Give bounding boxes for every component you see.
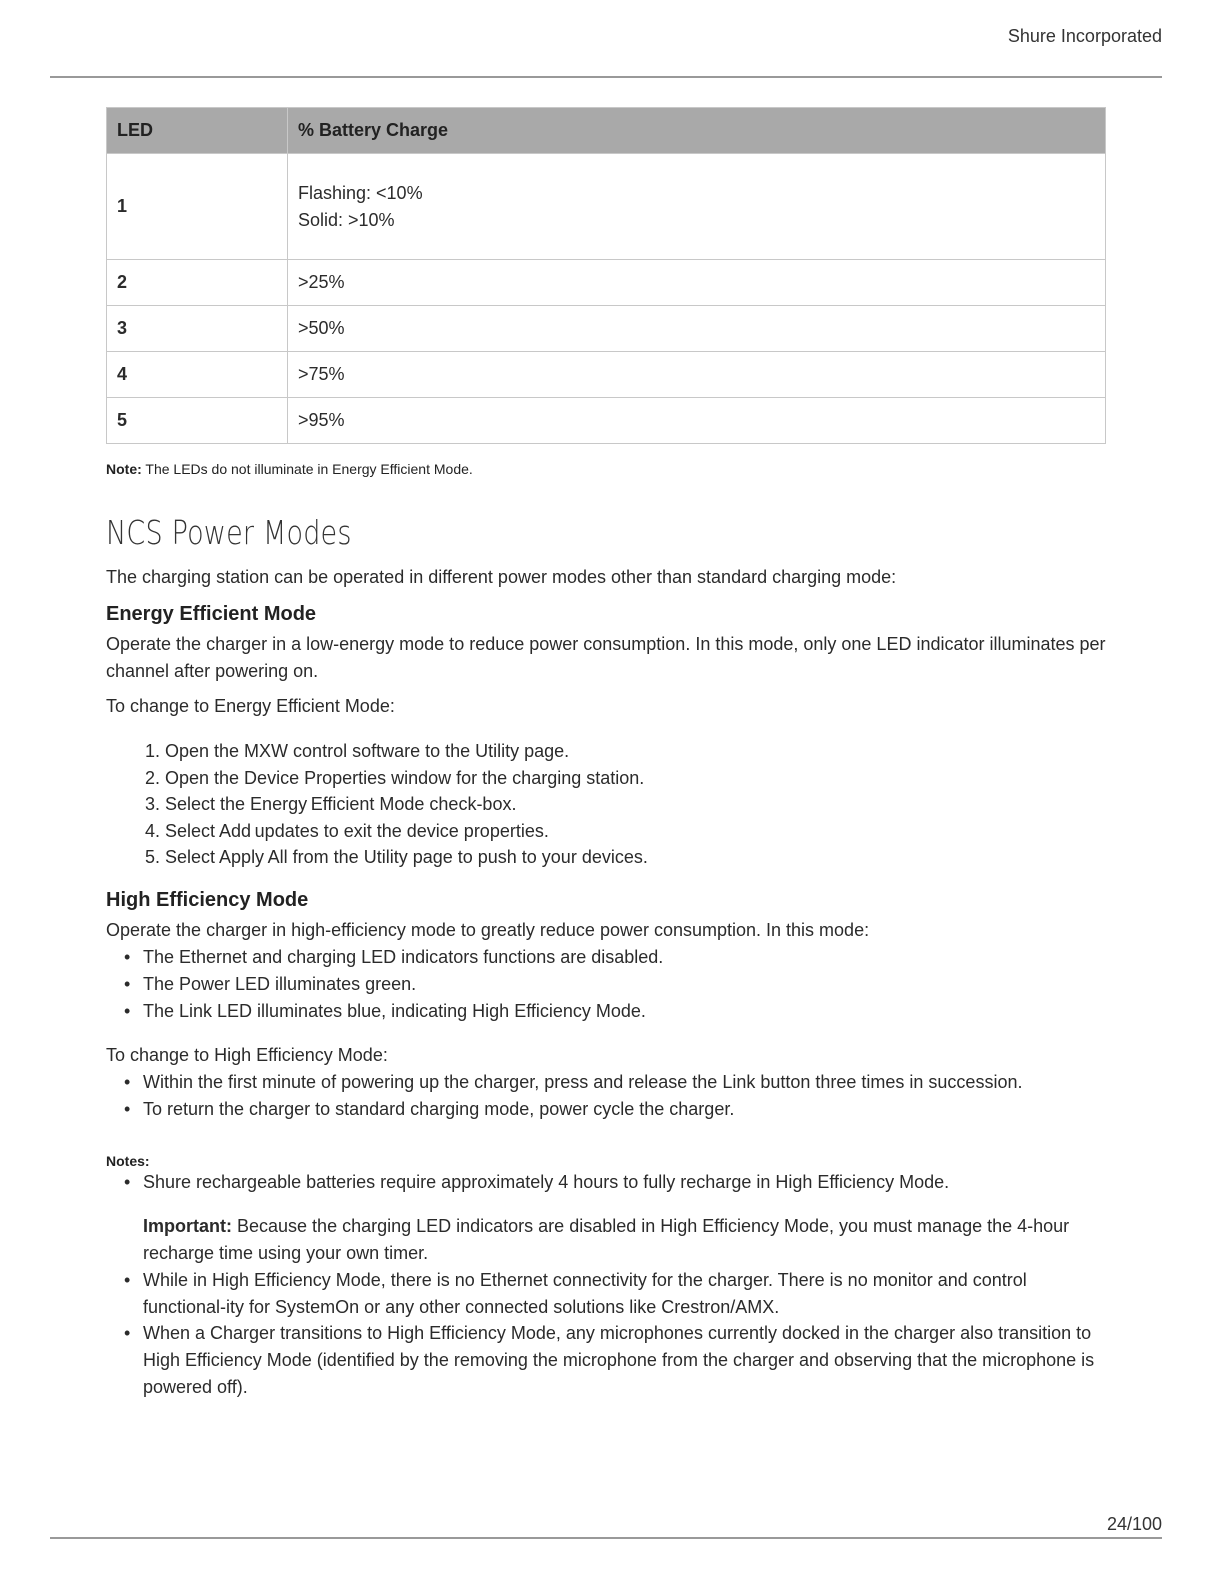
- list-item: • The Link LED illuminates blue, indicating High Efficiency Mode.: [143, 998, 1106, 1025]
- section-title: NCS Power Modes: [106, 513, 352, 552]
- page-number: 24/100: [1106, 1514, 1162, 1534]
- list-item: • The Power LED illuminates green.: [143, 971, 1106, 998]
- table-note-label: Note:: [106, 461, 142, 477]
- energy-mode-description: Operate the charger in a low-energy mode to reduce power consumption. In this mode, only one LED indicator illuminates per channel after powering on.: [106, 634, 1106, 681]
- list-item: • Within the first minute of powering up the charger, press and release the Link button three times in succession.: [143, 1069, 1106, 1096]
- notes-list: [106, 1169, 1106, 1196]
- header-divider: [50, 76, 1162, 78]
- list-item: • Shure rechargeable batteries require approximately 4 hours to fully recharge in High Efficiency Mode.: [143, 1169, 1106, 1196]
- led-number: 2: [107, 260, 288, 306]
- header-company-name: Shure Incorporated: [1007, 26, 1162, 46]
- important-label: Important:: [143, 1215, 232, 1236]
- table-note-text: The LEDs do not illuminate in Energy Efficient Mode.: [141, 461, 473, 477]
- notes-list-more: [106, 1267, 1106, 1401]
- list-item: • To return the charger to standard charging mode, power cycle the charger.: [143, 1096, 1106, 1123]
- energy-mode-steps: [106, 738, 1106, 871]
- battery-charge-value: Flashing: <10%: [298, 182, 423, 203]
- led-number: 4: [107, 352, 288, 398]
- table-header-charge: % Battery Charge: [288, 108, 1106, 154]
- footer-divider: [50, 1537, 1162, 1539]
- high-mode-change-bullets: [106, 1069, 1106, 1123]
- list-item: 3. Select the Energy Efficient Mode check-box.: [165, 791, 1106, 818]
- led-number: 1: [107, 154, 288, 260]
- energy-mode-heading: Energy Efficient Mode: [106, 603, 317, 625]
- table-row: [107, 306, 1106, 352]
- section-intro: The charging station can be operated in different power modes other than standard charging mode:: [106, 567, 897, 587]
- list-item: 1. Open the MXW control software to the Utility page.: [165, 738, 1106, 765]
- table-row: [107, 398, 1106, 444]
- notes-label: Notes:: [106, 1152, 150, 1169]
- led-number: 3: [107, 306, 288, 352]
- table-row: [107, 154, 1106, 260]
- table-header-row: [107, 108, 1106, 154]
- table-header-led: LED: [107, 108, 288, 154]
- battery-charge-value: >75%: [288, 352, 1106, 398]
- battery-charge-value: >25%: [288, 260, 1106, 306]
- battery-charge-value: >95%: [288, 398, 1106, 444]
- table-row: [107, 352, 1106, 398]
- important-note: [143, 1213, 1106, 1267]
- led-number: 5: [107, 398, 288, 444]
- high-mode-change-intro: To change to High Efficiency Mode:: [106, 1045, 388, 1066]
- energy-mode-change-intro: To change to Energy Efficient Mode:: [106, 696, 395, 716]
- table-row: [107, 260, 1106, 306]
- important-text: Because the charging LED indicators are disabled in High Efficiency Mode, you must manage the 4-hour recharge time using your own timer.: [143, 1215, 1070, 1263]
- high-mode-bullets: [106, 944, 1106, 1024]
- battery-charge-value: Solid: >10%: [298, 209, 395, 230]
- battery-charge-value: >50%: [288, 306, 1106, 352]
- list-item: 4. Select Add updates to exit the device properties.: [165, 818, 1106, 845]
- led-battery-table: [106, 107, 1106, 444]
- list-item: • When a Charger transitions to High Efficiency Mode, any microphones currently docked in the charger also transition to High Efficiency Mode (identified by the removing the microphone from the charger and observing that the microphone is powered off).: [143, 1320, 1106, 1400]
- high-mode-heading: High Efficiency Mode: [106, 888, 309, 911]
- list-item: 2. Open the Device Properties window for the charging station.: [165, 765, 1106, 792]
- list-item: • While in High Efficiency Mode, there is no Ethernet connectivity for the charger. There is no monitor and control functional-ity for SystemOn or any other connected solutions like Crestron/AMX.: [143, 1267, 1106, 1321]
- high-mode-description: Operate the charger in high-efficiency mode to greatly reduce power consumption. In this mode:: [106, 919, 870, 940]
- battery-charge-cell: [288, 154, 1106, 260]
- list-item: • The Ethernet and charging LED indicators functions are disabled.: [143, 944, 1106, 971]
- page-content: [106, 107, 1106, 1401]
- list-item: 5. Select Apply All from the Utility page to push to your devices.: [165, 844, 1106, 871]
- table-note: [106, 461, 1106, 477]
